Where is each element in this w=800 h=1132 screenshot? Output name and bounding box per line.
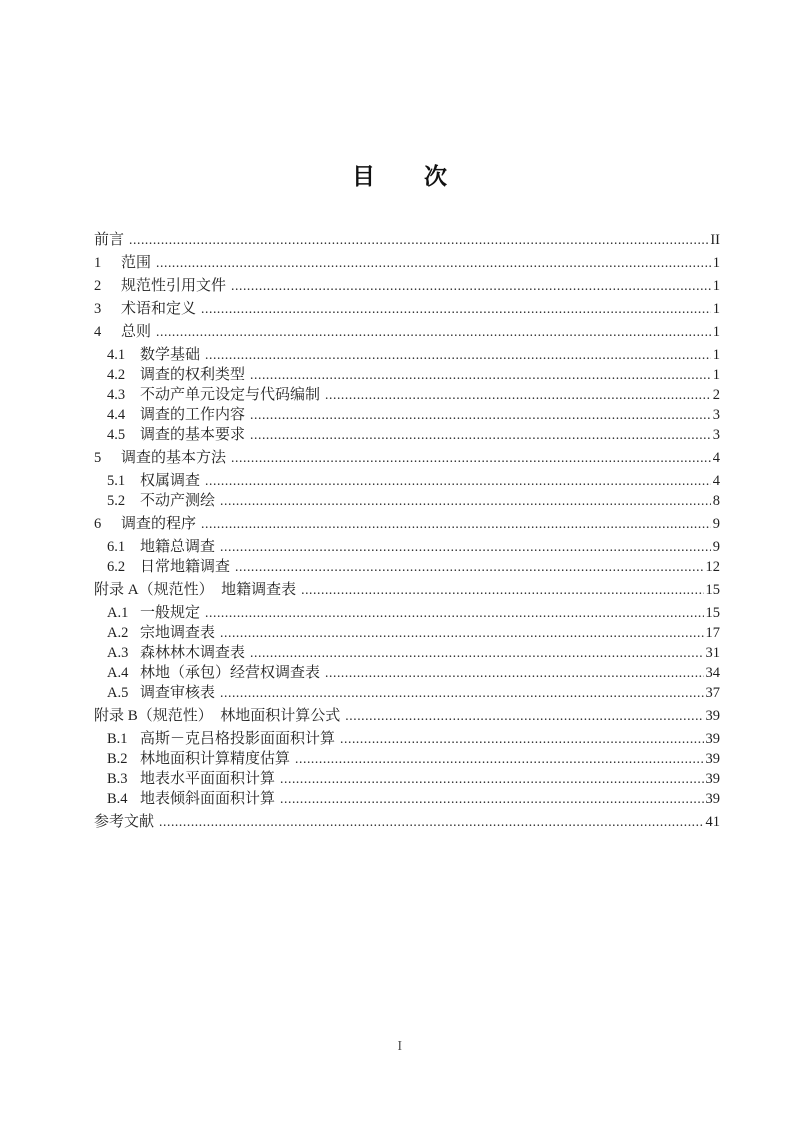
toc-entry-number: 4.3 bbox=[107, 387, 126, 403]
toc-entry-number: B.3 bbox=[107, 771, 128, 787]
toc-entry-label: 附录 B（规范性） 林地面积计算公式 bbox=[94, 708, 341, 724]
toc-leader-dots bbox=[220, 491, 711, 511]
toc-leader-dots bbox=[340, 729, 703, 749]
toc-leader-dots bbox=[250, 425, 711, 445]
toc-entry-number: 5.2 bbox=[107, 493, 126, 509]
toc-entry-page: 39 bbox=[705, 771, 720, 787]
toc-entry-number: 6 bbox=[94, 516, 102, 532]
toc-entry bbox=[94, 471, 720, 491]
toc-entry-label: 调查的权利类型 bbox=[140, 367, 246, 383]
toc-entry-label: 林地面积计算精度估算 bbox=[140, 751, 291, 767]
toc-entry-number: 6.2 bbox=[107, 559, 126, 575]
toc-entry-number: 1 bbox=[94, 255, 102, 271]
toc-entry-label: 总则 bbox=[121, 324, 152, 340]
toc-leader-dots bbox=[220, 683, 703, 703]
toc-entry-label: 一般规定 bbox=[140, 605, 201, 621]
toc-leader-dots bbox=[235, 557, 703, 577]
toc-leader-dots bbox=[156, 322, 711, 342]
toc-list bbox=[94, 227, 720, 835]
toc-leader-dots bbox=[325, 385, 711, 405]
toc-entry bbox=[94, 643, 720, 663]
toc-entry-page: 3 bbox=[712, 407, 720, 423]
toc-entry-number: B.1 bbox=[107, 731, 128, 747]
toc-entry-label: 数学基础 bbox=[140, 347, 201, 363]
toc-entry-number: 5 bbox=[94, 450, 102, 466]
toc-entry bbox=[94, 299, 720, 319]
toc-leader-dots bbox=[250, 365, 711, 385]
toc-entry-number: 4.1 bbox=[107, 347, 126, 363]
toc-entry-page: 1 bbox=[712, 324, 720, 340]
toc-entry-label: 附录 A（规范性） 地籍调查表 bbox=[94, 582, 297, 598]
toc-entry-number: A.2 bbox=[107, 625, 129, 641]
toc-entry-page: 8 bbox=[712, 493, 720, 509]
toc-leader-dots bbox=[325, 663, 703, 683]
toc-entry-page: 1 bbox=[712, 301, 720, 317]
page-title: 目 次 bbox=[352, 164, 448, 190]
footer-page-number: I bbox=[397, 1038, 403, 1053]
toc-entry-number: A.4 bbox=[107, 665, 129, 681]
toc-entry-number: A.5 bbox=[107, 685, 129, 701]
toc-entry-page: II bbox=[710, 232, 720, 248]
toc-entry-label: 调查的工作内容 bbox=[140, 407, 246, 423]
toc-entry bbox=[94, 491, 720, 511]
toc-leader-dots bbox=[345, 706, 703, 726]
toc-entry-label: 森林林木调查表 bbox=[140, 645, 246, 661]
toc-entry-label: 不动产测绘 bbox=[140, 493, 216, 509]
toc-entry bbox=[94, 557, 720, 577]
toc-leader-dots bbox=[231, 448, 711, 468]
toc-entry-page: 1 bbox=[712, 367, 720, 383]
toc-entry-page: 41 bbox=[705, 814, 720, 830]
toc-entry-label: 前言 bbox=[94, 232, 125, 248]
toc-entry-label: 权属调查 bbox=[140, 473, 201, 489]
toc-entry bbox=[94, 345, 720, 365]
toc-leader-dots bbox=[220, 537, 711, 557]
toc-entry-label: 参考文献 bbox=[94, 814, 155, 830]
toc-entry-page: 15 bbox=[705, 605, 720, 621]
toc-leader-dots bbox=[231, 276, 711, 296]
toc-entry-page: 9 bbox=[712, 539, 720, 555]
toc-entry-number: 3 bbox=[94, 301, 102, 317]
toc-entry bbox=[94, 706, 720, 726]
toc-entry bbox=[94, 230, 720, 250]
toc-leader-dots bbox=[205, 603, 703, 623]
toc-leader-dots bbox=[205, 345, 711, 365]
toc-entry bbox=[94, 749, 720, 769]
toc-entry bbox=[94, 580, 720, 600]
toc-entry-number: 5.1 bbox=[107, 473, 126, 489]
toc-leader-dots bbox=[159, 812, 703, 832]
toc-leader-dots bbox=[295, 749, 703, 769]
toc-entry bbox=[94, 385, 720, 405]
toc-entry-number: A.1 bbox=[107, 605, 129, 621]
toc-leader-dots bbox=[301, 580, 703, 600]
toc-entry-page: 31 bbox=[705, 645, 720, 661]
toc-entry-page: 1 bbox=[712, 255, 720, 271]
toc-entry bbox=[94, 603, 720, 623]
toc-entry-label: 调查的基本方法 bbox=[121, 450, 227, 466]
toc-entry-label: 地籍总调查 bbox=[140, 539, 216, 555]
toc-entry-number: B.2 bbox=[107, 751, 128, 767]
toc-entry bbox=[94, 623, 720, 643]
toc-leader-dots bbox=[201, 299, 711, 319]
toc-entry-label: 宗地调查表 bbox=[140, 625, 216, 641]
toc-entry-number: 2 bbox=[94, 278, 102, 294]
toc-entry-number: 4 bbox=[94, 324, 102, 340]
toc-entry-page: 39 bbox=[705, 731, 720, 747]
toc-leader-dots bbox=[205, 471, 711, 491]
toc-entry-page: 15 bbox=[705, 582, 720, 598]
toc-entry-label: 地表水平面面积计算 bbox=[140, 771, 276, 787]
toc-entry bbox=[94, 322, 720, 342]
toc-entry bbox=[94, 812, 720, 832]
toc-leader-dots bbox=[220, 623, 703, 643]
toc-entry-number: 4.2 bbox=[107, 367, 126, 383]
toc-leader-dots bbox=[280, 769, 703, 789]
toc-entry bbox=[94, 663, 720, 683]
toc-entry bbox=[94, 405, 720, 425]
toc-entry bbox=[94, 365, 720, 385]
toc-entry-label: 范围 bbox=[121, 255, 152, 271]
toc-entry-label: 林地（承包）经营权调查表 bbox=[140, 665, 321, 681]
toc-leader-dots bbox=[129, 230, 708, 250]
toc-entry-label: 调查的程序 bbox=[121, 516, 197, 532]
toc-entry-page: 12 bbox=[705, 559, 720, 575]
toc-entry-page: 37 bbox=[705, 685, 720, 701]
toc-entry bbox=[94, 789, 720, 809]
toc-entry-number: 4.5 bbox=[107, 427, 126, 443]
toc-entry-page: 39 bbox=[705, 791, 720, 807]
toc-leader-dots bbox=[250, 405, 711, 425]
toc-entry-label: 调查的基本要求 bbox=[140, 427, 246, 443]
toc-entry-page: 1 bbox=[712, 347, 720, 363]
toc-entry-page: 39 bbox=[705, 708, 720, 724]
toc-entry bbox=[94, 448, 720, 468]
toc-entry-number: 4.4 bbox=[107, 407, 126, 423]
toc-entry-number: A.3 bbox=[107, 645, 129, 661]
toc-entry-label: 调查审核表 bbox=[140, 685, 216, 701]
toc-entry-label: 地表倾斜面面积计算 bbox=[140, 791, 276, 807]
toc-entry-page: 4 bbox=[712, 473, 720, 489]
toc-entry-label: 日常地籍调查 bbox=[140, 559, 231, 575]
toc-entry bbox=[94, 537, 720, 557]
toc-leader-dots bbox=[201, 514, 711, 534]
toc-entry-page: 1 bbox=[712, 278, 720, 294]
toc-entry-label: 规范性引用文件 bbox=[121, 278, 227, 294]
toc-entry bbox=[94, 729, 720, 749]
toc-entry-page: 2 bbox=[712, 387, 720, 403]
toc-entry bbox=[94, 253, 720, 273]
toc-leader-dots bbox=[156, 253, 711, 273]
toc-entry-page: 17 bbox=[705, 625, 720, 641]
toc-entry-label: 术语和定义 bbox=[121, 301, 197, 317]
toc-entry bbox=[94, 276, 720, 296]
toc-leader-dots bbox=[280, 789, 703, 809]
toc-entry-number: 6.1 bbox=[107, 539, 126, 555]
toc-entry bbox=[94, 769, 720, 789]
toc-entry-page: 9 bbox=[712, 516, 720, 532]
toc-entry-page: 34 bbox=[705, 665, 720, 681]
toc-entry bbox=[94, 683, 720, 703]
toc-entry bbox=[94, 514, 720, 534]
toc-entry-number: B.4 bbox=[107, 791, 128, 807]
toc-entry bbox=[94, 425, 720, 445]
toc-entry-page: 4 bbox=[712, 450, 720, 466]
toc-entry-label: 不动产单元设定与代码编制 bbox=[140, 387, 321, 403]
toc-entry-page: 3 bbox=[712, 427, 720, 443]
toc-entry-label: 高斯－克吕格投影面面积计算 bbox=[140, 731, 336, 747]
toc-leader-dots bbox=[250, 643, 703, 663]
toc-entry-page: 39 bbox=[705, 751, 720, 767]
